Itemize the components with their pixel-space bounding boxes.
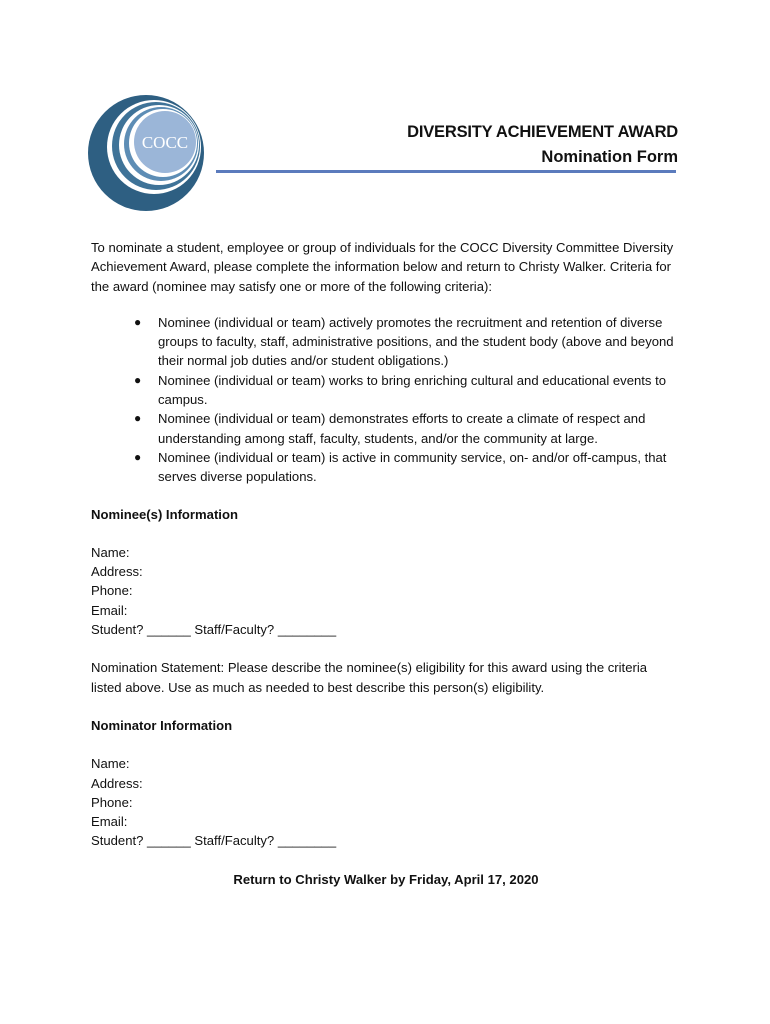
cocc-logo <box>88 93 208 213</box>
bullet-icon: ● <box>134 411 142 426</box>
nominator-address-label: Address: <box>91 775 143 791</box>
nominee-address-label: Address: <box>91 564 143 580</box>
nominator-status-line: Student? ______ Staff/Faculty? ________ <box>91 833 337 849</box>
criteria-text: Nominee (individual or team) actively promotes the recruitment and retention of diverse groups to faculty, staff, administrative positions, and the student body (above and beyond their normal job duties and/or student obligations.) <box>158 314 674 369</box>
criteria-text: Nominee (individual or team) demonstrates efforts to create a climate of respect and understanding among staff, faculty, students, and/or the community at large. <box>158 411 646 446</box>
logo-text: COCC <box>141 133 189 152</box>
bullet-icon: ● <box>134 372 142 387</box>
criteria-text: Nominee (individual or team) is active in community service, on- and/or off-campus, that serves diverse populations. <box>158 449 667 485</box>
nominator-heading: Nominator Information <box>91 717 233 733</box>
form-body <box>91 238 681 889</box>
nominee-fields <box>91 543 681 639</box>
criteria-item <box>134 313 681 371</box>
criteria-item <box>134 371 681 410</box>
form-subtitle: Nomination Form <box>541 148 678 166</box>
nominee-status-line: Student? ______ Staff/Faculty? ________ <box>91 622 337 638</box>
criteria-text: Nominee (individual or team) works to bring enriching cultural and educational events to campus. <box>158 372 667 408</box>
return-deadline: Return to Christy Walker by Friday, April 17, 2020 <box>233 871 539 887</box>
form-title: DIVERSITY ACHIEVEMENT AWARD <box>407 123 678 141</box>
nominee-email-label: Email: <box>91 602 128 618</box>
nominee-name-label: Name: <box>91 544 130 560</box>
nominator-fields <box>91 754 681 850</box>
nominee-phone-label: Phone: <box>91 583 133 599</box>
intro-paragraph: To nominate a student, employee or group of individuals for the COCC Diversity Committee Diversity Achievement Award, please complete the information below and return to Christy Walker. Criteria for the award (nominee may satisfy one or more of the following criteria): <box>91 240 674 294</box>
nominee-heading: Nominee(s) Information <box>91 506 238 522</box>
criteria-item <box>134 409 681 448</box>
criteria-list <box>91 313 681 487</box>
header-title-block <box>407 121 678 168</box>
nominator-email-label: Email: <box>91 814 128 830</box>
nomination-statement: Nomination Statement: Please describe the nominee(s) eligibility for this award using the criteria listed above. Use as much as needed to best describe this person(s) eligibility. <box>91 660 648 695</box>
nominator-name-label: Name: <box>91 756 130 772</box>
nominator-phone-label: Phone: <box>91 794 133 810</box>
bullet-icon: ● <box>134 449 142 464</box>
header-rule <box>216 170 676 173</box>
bullet-icon: ● <box>134 314 142 329</box>
criteria-item <box>134 448 681 487</box>
